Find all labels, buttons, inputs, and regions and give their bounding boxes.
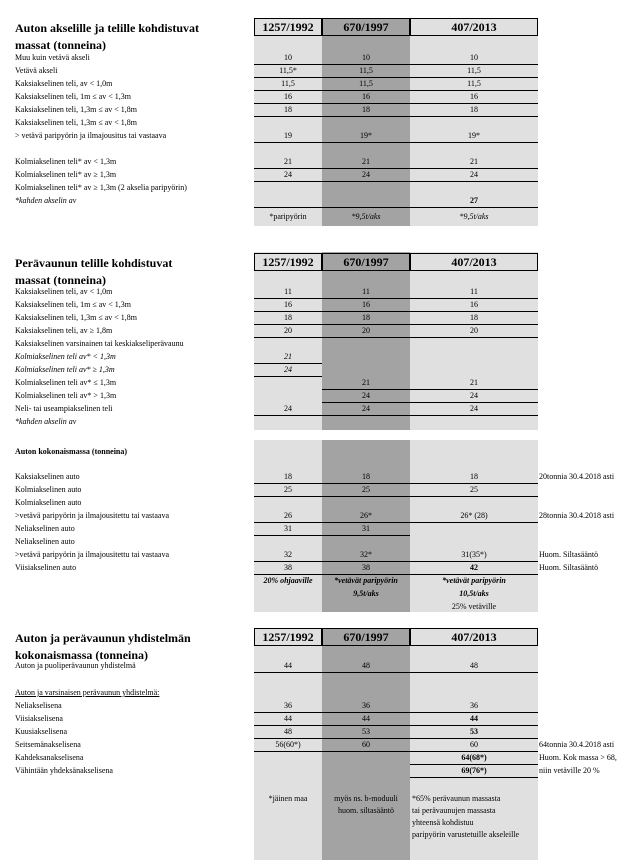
row-label: Kolmiakselinen teli* av < 1,3m	[15, 157, 117, 166]
cell-407-2013: 26* (28)	[460, 511, 488, 520]
cell-670-1997: 16	[362, 92, 370, 101]
cell-note: Huom. Kok massa > 68,	[539, 753, 617, 762]
cell-407-2013: 20	[470, 326, 478, 335]
cell-1257-1992: 11	[284, 287, 292, 296]
cell-670-1997	[322, 536, 410, 547]
cell-407-2013	[410, 536, 538, 547]
section4-title-line1: Auton ja perävaunun yhdistelmän	[15, 631, 191, 645]
cell-1257-1992: 48	[284, 727, 292, 736]
cell-407-2013: 42	[470, 563, 478, 572]
s4-note-407-line1: *65% perävaunun massasta	[412, 794, 501, 803]
cell-note: niin vetäville 20 %	[539, 766, 600, 775]
cell-1257-1992	[254, 117, 322, 128]
cell-407-2013	[410, 364, 538, 375]
cell-670-1997: 11,5	[359, 79, 373, 88]
cell-1257-1992	[254, 182, 322, 193]
cell-407-2013	[410, 523, 538, 534]
cell-670-1997: 16	[362, 300, 370, 309]
cell-1257-1992	[254, 497, 322, 508]
row-label: *kahden akselin av	[15, 196, 77, 205]
row-label: >vetävä paripyörin ja ilmajousitettu tai vastaava	[15, 550, 170, 559]
cell-407-2013: 24	[470, 170, 478, 179]
s4-note-670-line2: huom. siltasääntö	[338, 806, 394, 815]
header-1257-1992: 1257/1992	[254, 628, 322, 646]
s3-note-670-line2: 9,5t/aks	[353, 589, 379, 598]
s1-note-407: *9,5t/aks	[459, 212, 489, 221]
cell-1257-1992	[254, 765, 322, 776]
cell-note: Huom. Siltasääntö	[539, 550, 599, 559]
cell-407-2013: 69(76*)	[461, 766, 487, 775]
row-label: Kahdeksanakselisena	[15, 753, 84, 762]
row-label: Muu kuin vetävä akseli	[15, 53, 90, 62]
cell-670-1997: 10	[362, 53, 370, 62]
cell-1257-1992: 56(60*)	[275, 740, 301, 749]
section-gap	[0, 226, 634, 252]
cell-407-2013: 31(35*)	[461, 550, 487, 559]
cell-407-2013: 16	[470, 92, 478, 101]
s4-note-1257: *jäinen maa	[268, 794, 308, 803]
cell-670-1997	[322, 182, 410, 193]
cell-note: 64tonnia 30.4.2018 asti	[539, 740, 615, 749]
row-label: Kolmiakselinen teli* av ≥ 1,3m (2 akselia paripyörin)	[15, 183, 187, 192]
cell-1257-1992	[254, 377, 322, 388]
s1-note-670: *9,5t/aks	[351, 212, 381, 221]
cell-670-1997: 25	[362, 485, 370, 494]
cell-note: Huom. Siltasääntö	[539, 563, 599, 572]
cell-1257-1992: 44	[284, 714, 292, 723]
cell-407-2013: 21	[470, 378, 478, 387]
cell-670-1997	[322, 497, 410, 508]
cell-1257-1992: 26	[284, 511, 292, 520]
cell-670-1997: 24	[362, 404, 370, 413]
row-label: Kolmiakselinen auto	[15, 498, 82, 507]
row-label: Neliakselisena	[15, 701, 62, 710]
cell-1257-1992: 18	[284, 472, 292, 481]
cell-1257-1992: 32	[284, 550, 292, 559]
cell-670-1997: 11	[362, 287, 370, 296]
header-1257-1992: 1257/1992	[254, 253, 322, 271]
row-label: > vetävä paripyörin ja ilmajousitus tai vastaava	[15, 131, 167, 140]
header-407-2013: 407/2013	[410, 18, 538, 36]
row-label: Kolmiakselinen teli av* > 1,3m	[15, 391, 117, 400]
cell-1257-1992: 25	[284, 485, 292, 494]
s4-subtitle: Auton ja varsinaisen perävaunun yhdistelmä:	[15, 688, 160, 697]
s3-note-407-line1: *vetävät paripyörin	[442, 576, 506, 585]
cell-407-2013: 53	[470, 727, 478, 736]
cell-407-2013: 64(68*)	[461, 753, 487, 762]
cell-1257-1992: 24	[284, 404, 292, 413]
cell-1257-1992	[254, 752, 322, 763]
cell-670-1997	[322, 765, 410, 776]
cell-670-1997	[322, 338, 410, 349]
cell-note: 28tonnia 30.4.2018 asti	[539, 511, 615, 520]
cell-1257-1992: 36	[284, 701, 292, 710]
cell-670-1997: 44	[362, 714, 370, 723]
cell-670-1997	[322, 752, 410, 763]
cell-670-1997: 11,5	[359, 66, 373, 75]
cell-670-1997: 24	[362, 391, 370, 400]
cell-407-2013: 18	[470, 472, 478, 481]
row-label: Kaksiakselinen teli, av < 1,0m	[15, 79, 113, 88]
section1-title-line2: massat (tonneina)	[15, 38, 107, 52]
cell-407-2013	[410, 351, 538, 362]
cell-407-2013	[410, 338, 538, 349]
cell-670-1997: 53	[362, 727, 370, 736]
header-670-1997: 670/1997	[322, 628, 410, 646]
cell-1257-1992: 18	[284, 313, 292, 322]
cell-1257-1992	[254, 390, 322, 401]
header-670-1997: 670/1997	[322, 18, 410, 36]
cell-670-1997: 24	[362, 170, 370, 179]
cell-670-1997	[322, 416, 410, 427]
cell-670-1997: 38	[362, 563, 370, 572]
cell-1257-1992: 10	[284, 53, 292, 62]
section-gap	[0, 612, 634, 628]
cell-1257-1992: 21	[284, 352, 292, 361]
header-1257-1992: 1257/1992	[254, 18, 322, 36]
cell-407-2013	[410, 497, 538, 508]
s4-note-670-line1: myös ns. b-moduuli	[334, 794, 398, 803]
row-label: Vetävä akseli	[15, 66, 58, 75]
section-gap	[0, 430, 634, 440]
row-label: Vähintään yhdeksänakselisena	[15, 766, 113, 775]
cell-407-2013: 36	[470, 701, 478, 710]
s3-note-670-line1: *vetävät paripyörin	[334, 576, 398, 585]
section3-title: Auton kokonaismassa (tonneina)	[15, 447, 128, 456]
s3-note-407-line3: 25% vetäville	[451, 602, 497, 611]
row-label: Kolmiakselinen auto	[15, 485, 82, 494]
row-label: Kaksiakselinen teli, 1,3m ≤ av < 1,8m	[15, 118, 137, 127]
cell-407-2013: 16	[470, 300, 478, 309]
row-label: Neliakselinen auto	[15, 537, 75, 546]
cell-1257-1992: 31	[284, 524, 292, 533]
cell-407-2013: 18	[470, 313, 478, 322]
s4-row0-407: 48	[470, 661, 478, 670]
cell-1257-1992	[254, 416, 322, 427]
row-label: Kuusiakselisena	[15, 727, 67, 736]
row-label: Kaksiakselinen teli, 1,3m ≤ av < 1,8m	[15, 105, 137, 114]
row-label: Seitsemänakselisena	[15, 740, 81, 749]
cell-407-2013	[410, 416, 538, 427]
cell-670-1997	[322, 117, 410, 128]
row-label: Kaksiakselinen teli, av < 1,0m	[15, 287, 113, 296]
s4-row0-670: 48	[362, 661, 370, 670]
s1-note-1257: *paripyörin	[269, 212, 307, 221]
cell-407-2013: 60	[470, 740, 478, 749]
row-label: Viisiakselisena	[15, 714, 63, 723]
row-label: *kahden akselin av	[15, 417, 77, 426]
row-label: Neli- tai useampiakselinen teli	[15, 404, 113, 413]
cell-1257-1992	[254, 338, 322, 349]
cell-670-1997	[322, 195, 410, 206]
s4-row0-1257: 44	[284, 661, 292, 670]
section2-title-line1: Perävaunun telille kohdistuvat	[15, 256, 173, 270]
cell-407-2013	[410, 182, 538, 193]
cell-407-2013: 27	[470, 196, 478, 205]
row-label: Kolmiakselinen teli* av ≥ 1,3m	[15, 170, 117, 179]
cell-670-1997: 19*	[360, 131, 372, 140]
row-label: Kaksiakselinen varsinainen tai keskiakseliperävaunu	[15, 339, 184, 348]
cell-1257-1992: 11,5*	[279, 66, 297, 75]
cell-1257-1992: 16	[284, 300, 292, 309]
row-label: Kaksiakselinen teli, 1,3m ≤ av < 1,8m	[15, 313, 137, 322]
cell-407-2013: 44	[470, 714, 478, 723]
s3-note-407-line2: 10,5t/aks	[459, 589, 489, 598]
section1-title-line1: Auton akselille ja telille kohdistuvat	[15, 21, 200, 35]
cell-407-2013: 21	[470, 157, 478, 166]
cell-407-2013: 24	[470, 404, 478, 413]
grid-line	[254, 672, 538, 673]
cell-407-2013: 11,5	[467, 79, 481, 88]
cell-1257-1992: 24	[284, 170, 292, 179]
s4-note-407-line3: yhteensä kohdistuu	[412, 818, 474, 827]
section4-title-line2: kokonaismassa (tonneina)	[15, 648, 149, 662]
cell-407-2013: 18	[470, 105, 478, 114]
header-407-2013: 407/2013	[410, 628, 538, 646]
header-670-1997: 670/1997	[322, 253, 410, 271]
cell-1257-1992: 24	[284, 365, 292, 374]
cell-1257-1992: 21	[284, 157, 292, 166]
row-label: >vetävä paripyörin ja ilmajousitettu tai vastaava	[15, 511, 170, 520]
row-label: Viisiakselinen auto	[15, 563, 77, 572]
row-label: Kolmiakselinen teli av* ≤ 1,3m	[15, 378, 117, 387]
cell-1257-1992	[254, 195, 322, 206]
cell-670-1997	[322, 364, 410, 375]
section2-title-line2: massat (tonneina)	[15, 273, 107, 287]
cell-670-1997: 18	[362, 105, 370, 114]
cell-1257-1992: 18	[284, 105, 292, 114]
cell-670-1997: 36	[362, 701, 370, 710]
cell-670-1997: 18	[362, 313, 370, 322]
cell-670-1997: 32*	[360, 550, 372, 559]
cell-note: 20tonnia 30.4.2018 asti	[539, 472, 615, 481]
cell-670-1997: 18	[362, 472, 370, 481]
s3-note-1257: 20% ohjaaville	[263, 576, 313, 585]
grid-line	[410, 777, 538, 778]
cell-407-2013: 10	[470, 53, 478, 62]
cell-1257-1992	[254, 536, 322, 547]
cell-407-2013: 19*	[468, 131, 480, 140]
cell-670-1997: 20	[362, 326, 370, 335]
cell-407-2013: 24	[470, 391, 478, 400]
row-label: Neliakselinen auto	[15, 524, 75, 533]
row-label: Kolmiakselinen teli av* < 1,3m	[15, 352, 116, 361]
cell-407-2013: 11	[470, 287, 478, 296]
row-label: Kaksiakselinen teli, av ≥ 1,8m	[15, 326, 113, 335]
row-label: Kaksiakselinen teli, 1m ≤ av < 1,3m	[15, 300, 131, 309]
header-407-2013: 407/2013	[410, 253, 538, 271]
cell-407-2013	[410, 117, 538, 128]
cell-407-2013: 11,5	[467, 66, 481, 75]
grid-line	[254, 142, 538, 143]
s4-row0-label: Auton ja puoliperävaunun yhdistelmä	[15, 661, 136, 670]
cell-670-1997: 21	[362, 157, 370, 166]
cell-670-1997: 60	[362, 740, 370, 749]
cell-1257-1992: 38	[284, 563, 292, 572]
row-label: Kolmiakselinen teli av* ≥ 1,3m	[15, 365, 115, 374]
s4-note-407-line4: paripyörin varustetuille akseleille	[412, 830, 520, 839]
grid-line	[254, 207, 538, 208]
cell-670-1997: 31	[362, 524, 370, 533]
row-label: Kaksiakselinen auto	[15, 472, 80, 481]
cell-1257-1992: 16	[284, 92, 292, 101]
cell-1257-1992: 11,5	[281, 79, 295, 88]
cell-407-2013: 25	[470, 485, 478, 494]
cell-670-1997: 26*	[360, 511, 372, 520]
cell-1257-1992: 19	[284, 131, 292, 140]
cell-670-1997: 21	[362, 378, 370, 387]
row-label: Kaksiakselinen teli, 1m ≤ av < 1,3m	[15, 92, 131, 101]
s4-note-407-line2: tai perävaunujen massasta	[412, 806, 496, 815]
cell-670-1997	[322, 351, 410, 362]
cell-1257-1992: 20	[284, 326, 292, 335]
